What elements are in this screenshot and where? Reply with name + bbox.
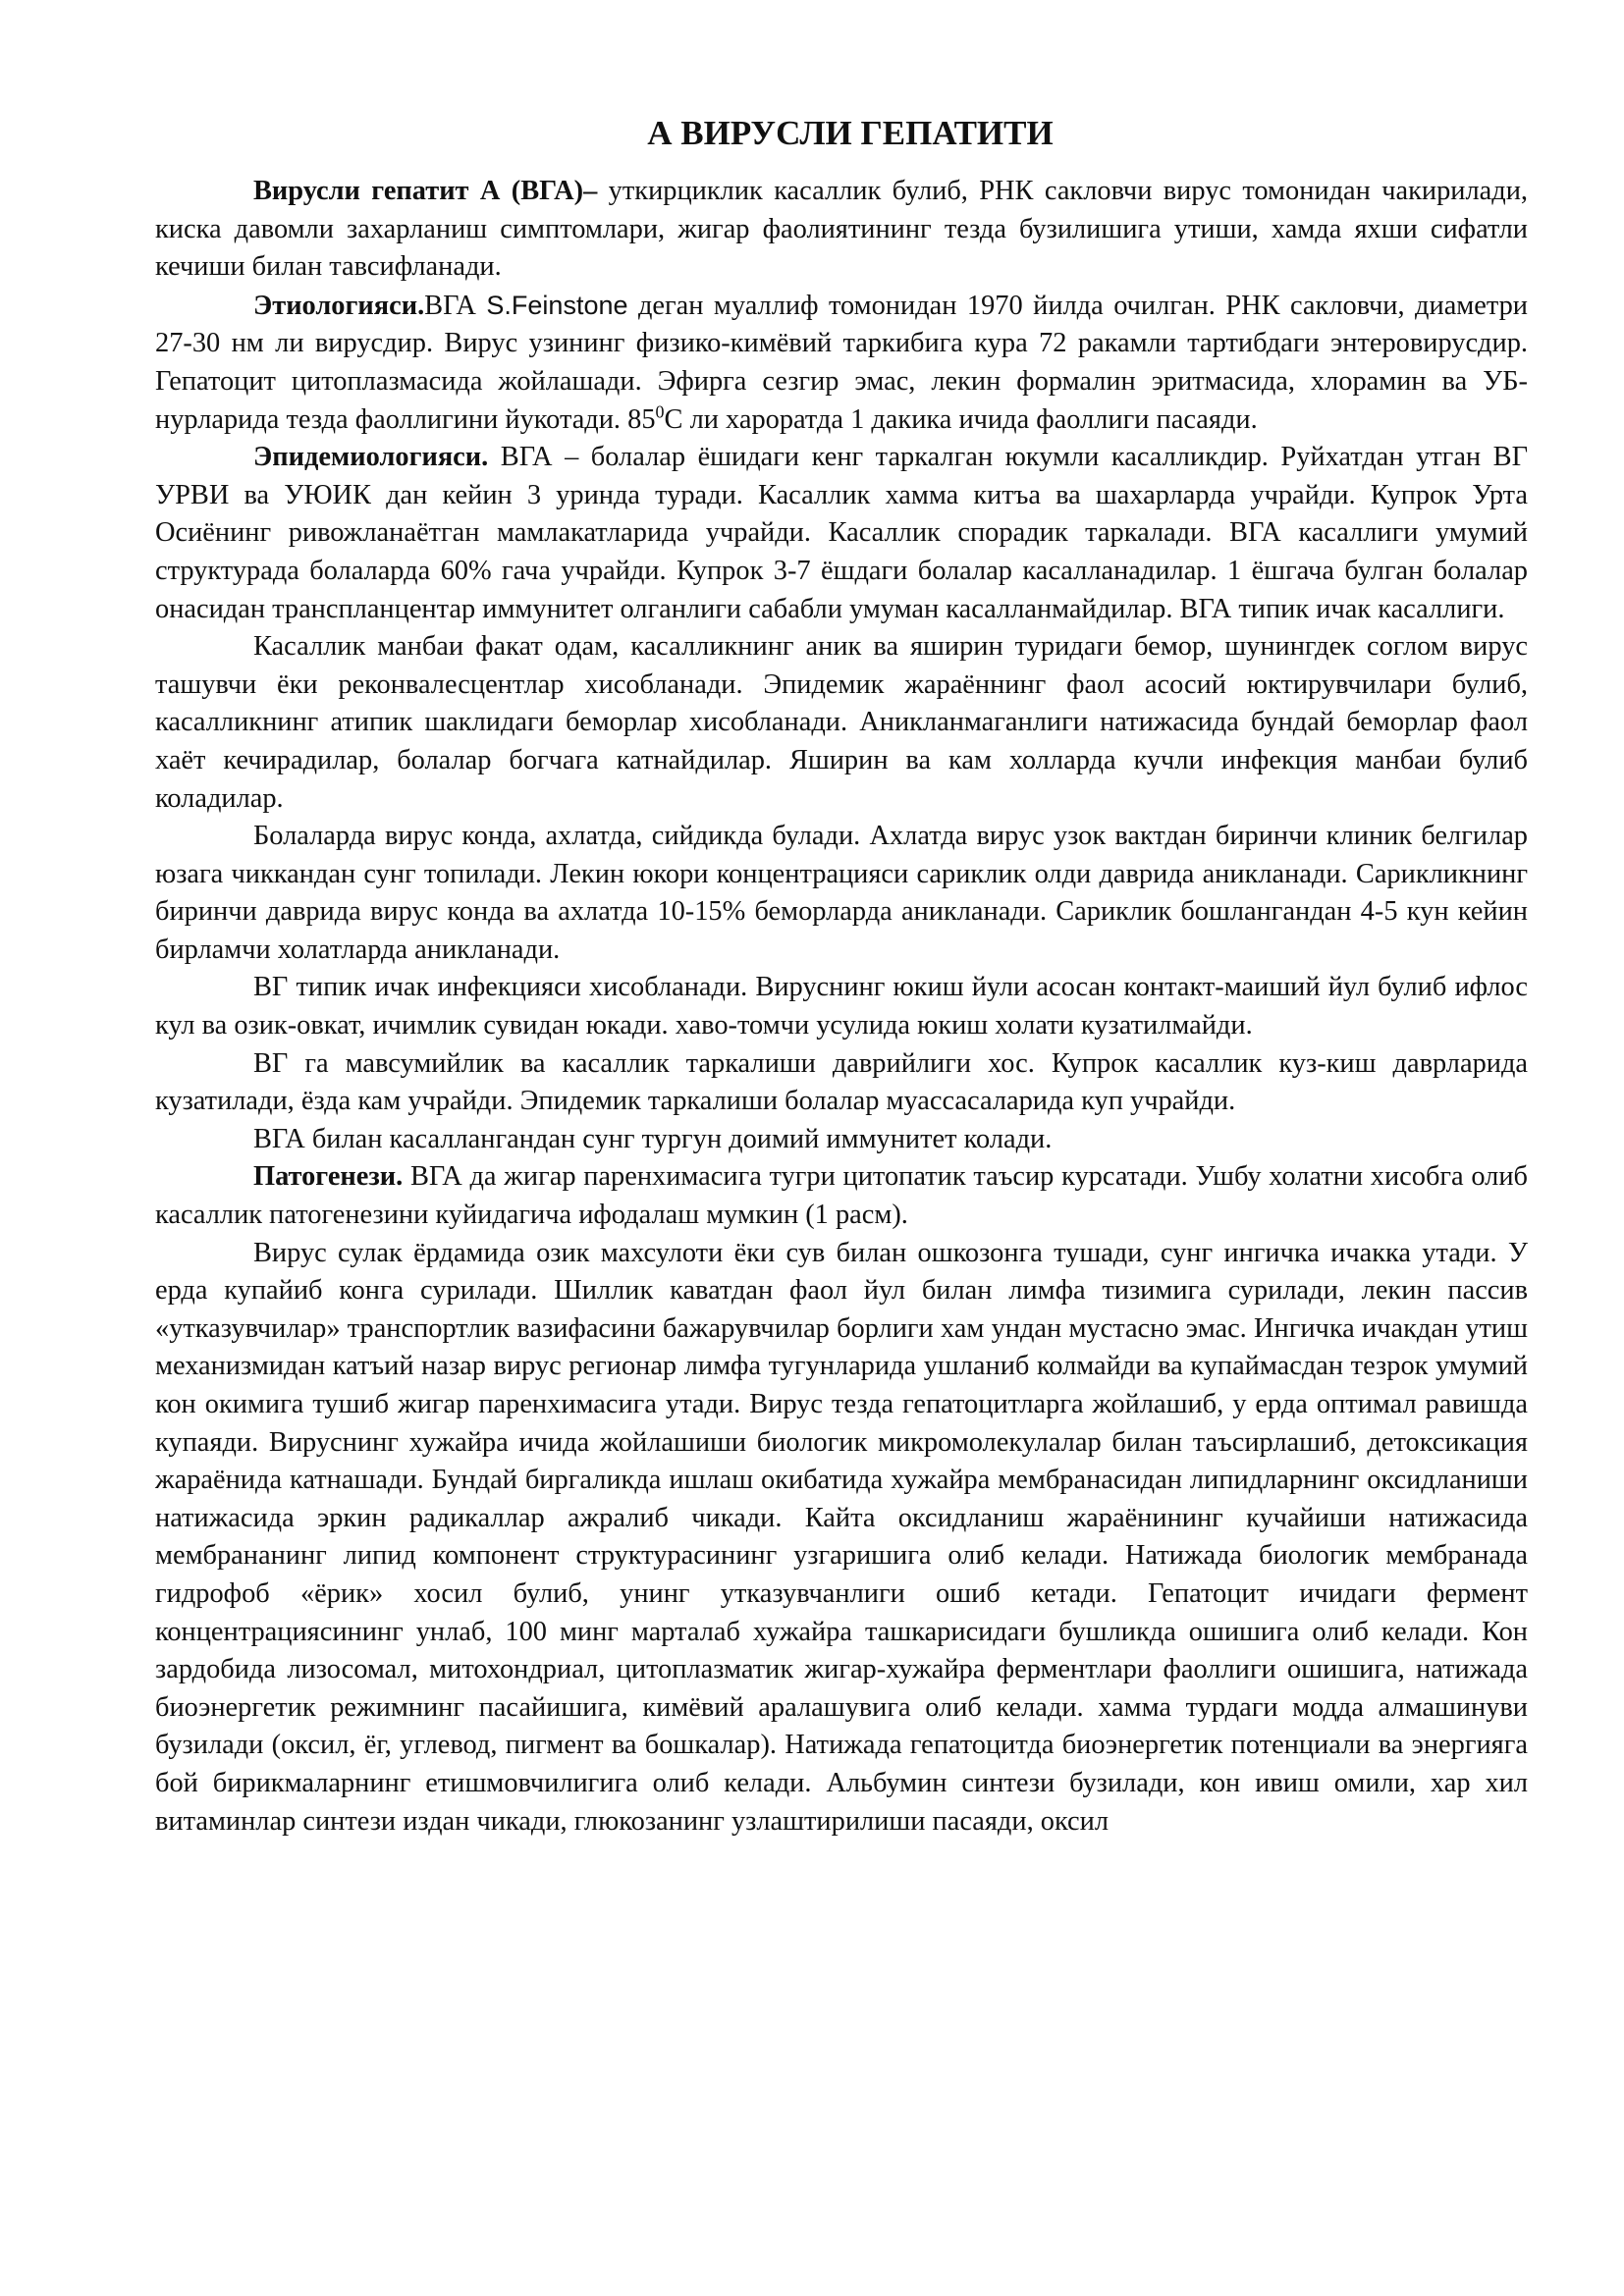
term-viral-hepatitis-a: Вирусли гепатит А (ВГА: [253, 176, 574, 206]
paragraph-text: С ли хароратда 1 дакика ичида фаоллиги пасаяди.: [664, 403, 1258, 435]
paragraph-text: ВГА да жигар паренхимасига тугри цитопатик таъсир курсатади. Ушбу холатни хисобга олиб касаллик патогенезини куйидагича ифодалаш мумкин (1 расм).: [155, 1161, 1528, 1231]
section-heading-etiology: Этиологияси.: [253, 290, 425, 321]
paragraph-text: уткирциклик касаллик булиб, РНК сакловчи вирус томонидан чакирилади, киска давомли захарланиш симптомлари, жигар фаолиятининг тезда бузилишига утиши, хамда яхши сифатли кечиши билан тавсифланади.: [155, 176, 1528, 283]
paragraph-text: деган муаллиф томонидан 1970 йилда очилган. РНК сакловчи, диаметри 27-30 нм ли вирусдир. Вирус узининг физико-кимёвий таркибига кура 72 ракамли тартибдаги энтеровирусдир. Гепатоцит цитоплазмасида жойлашади. Эфирга сезгир эмас, лекин формалин эритмасида, хлорамин ва УБ-нурларида тезда фаоллигини йукотади. 85: [155, 290, 1528, 435]
section-heading-pathogenesis: Патогенези.: [253, 1161, 404, 1193]
paragraph-text: ВГА: [424, 290, 487, 321]
paragraph-transmission: ВГ типик ичак инфекцияси хисобланади. Вируснинг юкиш йули асосан контакт-маиший йул булиб ифлос кул ва озик-овкат, ичимлик сувидан юкади. хаво-томчи усулида юкиш холати кузатилмайди.: [155, 972, 1528, 1041]
section-heading-epidemiology: Эпидемиологияси.: [253, 442, 489, 473]
term-dash: )–: [573, 176, 598, 206]
paragraph-virus-location: Болаларда вирус конда, ахлатда, сийдикда булади. Ахлатда вирус узок вактдан биринчи клиник белгилар юзага чиккандан сунг топилади. Лекин юкори концентрацияси сариклик олди даврида аникланади. Сарикликнинг биринчи даврида вирус конда ва ахлатда 10-15% беморларда аникланади. Сариклик бошлангандан 4-5 кун кейин бирламчи холатларда аникланади.: [155, 821, 1528, 965]
author-name: S.Feinstone: [486, 290, 628, 320]
degree-superscript: 0: [655, 401, 665, 422]
paragraph-text: ВГА – болалар ёшидаги кенг таркалган юкумли касалликдир. Руйхатдан утган ВГ УРВИ ва УЮИК дан кейин 3 уринда туради. Касаллик хамма китъа ва шахарларда учрайди. Купрок Урта Осиёнинг ривожланаётган мамлакатларида учрайди. Касаллик спорадик таркалади. ВГА касаллиги умумий структурада болаларда 60% гача учрайди. Купрок 3-7 ёшдаги болалар касалланадилар. 1 ёшгача булган болалар онасидан транспланцентар иммунитет олганлиги сабабли умуман касалланмайдилар. ВГА типик ичак касаллиги.: [155, 442, 1528, 624]
document-title: А ВИРУСЛИ ГЕПАТИТИ: [647, 114, 1054, 152]
paragraph-mechanism: Вирус сулак ёрдамида озик махсулоти ёки сув билан ошкозонга тушади, сунг ингичка ичакка утади. У ерда купайиб конга сурилади. Шиллик каватдан фаол йул билан лимфа тизимига сурилади, лекин пассив «утказувчилар» транспортлик вазифасини бажарувчилар борлиги хам ундан мустасно эмас. Ингичка ичакдан утиш механизмидан катъий назар вирус регионар лимфа тугунларида ушланиб колмайди ва купаймасдан тезрок умумий кон окимига тушиб жигар паренхимасига утади. Вирус тезда гепатоцитларга жойлашиб, у ерда оптимал равишда купаяди. Вируснинг хужайра ичида жойлашиши биологик микромолекулалар билан таъсирлашиб, детоксикация жараёнида катнашади. Бундай биргаликда ишлаш окибатида хужайра мембранасидан липидларнинг оксидланиши натижасида эркин радикаллар ажралиб чикади. Кайта оксидланиш жараёнининг кучайиши натижасида мембрананинг липид компонент структурасининг узгаришига олиб келади. Натижада биологик мембранада гидрофоб «ёрик» хосил булиб, унинг утказувчанлиги ошиб кетади. Гепатоцит ичидаги фермент концентрациясининг унлаб, 100 минг марталаб хужайра ташкарисидаги бушликда ошишига олиб келади. Кон зардобида лизосомал, митохондриал, цитоплазматик жигар-хужайра ферментлари фаоллиги ошишига, натижада биоэнергетик режимнинг пасайишига, кимёвий аралашувига олиб келади. хамма турдаги модда алмашинуви бузилади (оксил, ёг, углевод, пигмент ва бошкалар). Натижада гепатоцитда биоэнергетик потенциали ва энергияга бой бирикмаларнинг етишмовчилигига олиб келади. Альбумин синтези бузилади, кон ивиш омили, хар хил витаминлар синтези издан чикади, глюкозанинг узлаштирилиши пасаяди, оксил: [155, 1237, 1528, 1837]
paragraph-seasonality: ВГ га мавсумийлик ва касаллик таркалиши даврийлиги хос. Купрок касаллик куз-киш даврларида кузатилади, ёзда кам учрайди. Эпидемик таркалиши болалар муассасаларида куп учрайди.: [155, 1047, 1528, 1117]
document-page: [155, 110, 1528, 1841]
paragraph-etiology: [155, 287, 1528, 439]
paragraph-epidemiology: [155, 439, 1528, 628]
paragraph-immunity: ВГА билан касаллангандан сунг тургун доимий иммунитет колади.: [253, 1123, 1053, 1154]
paragraph-definition: [155, 173, 1528, 287]
paragraph-source: Касаллик манбаи факат одам, касалликнинг аник ва яширин туридаги бемор, шунингдек соглом вирус ташувчи ёки реконвалесцентлар хисобланади. Эпидемик жараённинг фаол асосий юктирувчилари булиб, касалликнинг атипик шаклидаги беморлар хисобланади. Аникланмаганлиги натижасида бундай беморлар фаол хаёт кечирадилар, болалар богчага катнайдилар. Яширин ва кам холларда кучли инфекция манбаи булиб коладилар.: [155, 631, 1528, 814]
paragraph-pathogenesis: [155, 1158, 1528, 1234]
